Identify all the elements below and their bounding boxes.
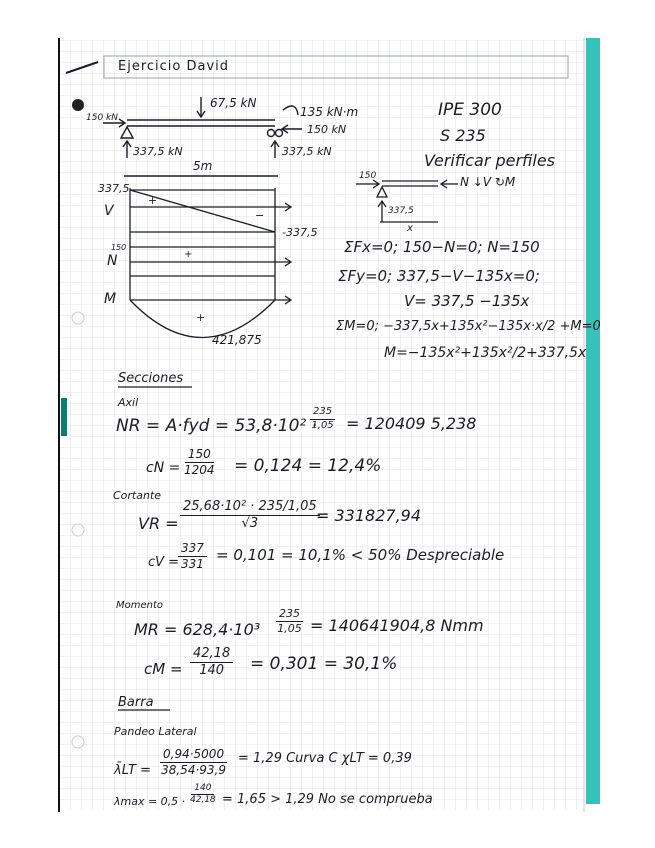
v-bottom-value: -337,5 [282, 226, 318, 239]
moment-label: 135 kN·m [300, 105, 359, 119]
profile-name: IPE 300 [438, 100, 502, 120]
binder-hole [72, 312, 84, 324]
nr-equation: NR = A·fyd = 53,8·10² · [116, 416, 318, 436]
cv-num: 337 [178, 542, 207, 557]
cortante-title: Cortante [113, 489, 162, 502]
vr-result: = 331827,94 [316, 506, 422, 525]
fb-x-label: x [407, 223, 413, 234]
n-value: 150 [111, 243, 127, 252]
fb-internal-labels: N ↓V ↻M [460, 175, 516, 189]
cv-den: 331 [181, 556, 204, 571]
mr-num: 235 [276, 608, 303, 622]
cv-lhs: cV = [148, 555, 180, 570]
binder-hole [72, 524, 84, 536]
momento-title: Momento [116, 600, 164, 611]
eq-sum-fx: ΣFx=0; 150−N=0; N=150 [344, 238, 540, 256]
nr-result: = 120409 5,238 [346, 414, 477, 433]
cv-result: = 0,101 = 10,1% < 50% Despreciable [216, 546, 505, 564]
steel-grade: S 235 [440, 126, 486, 145]
left-reaction-label: 337,5 kN [133, 145, 183, 158]
pandeo-title: Pandeo Lateral [114, 725, 197, 738]
eq-moment: M=−135x²+135x²/2+337,5x [384, 345, 587, 361]
mr-lhs: MR = 628,4·10³ [134, 620, 261, 639]
lambda-max-fraction [190, 784, 216, 806]
binder-hole [72, 736, 84, 748]
mr-den: 1,05 [277, 621, 302, 635]
fb-axial-value: 150 [359, 171, 377, 181]
secciones-heading: Secciones [118, 371, 184, 386]
cm-result: = 0,301 = 30,1% [250, 654, 398, 674]
lambda-num: 0,94·5000 [160, 748, 227, 763]
barra-heading: Barra [118, 695, 154, 710]
cm-fraction [190, 647, 233, 677]
verify-note: Verificar perfiles [424, 151, 556, 170]
m-max-value: 421,875 [212, 333, 262, 347]
nr-fraction [310, 407, 335, 431]
right-axial-label: 150 kN [307, 123, 347, 136]
cn-result: = 0,124 = 12,4% [234, 456, 382, 476]
v-top-value: 337,5 [98, 182, 130, 195]
cn-lhs: cN = [146, 460, 181, 476]
eq-sum-m: ΣM=0; −337,5x+135x²−135x·x/2 +M=0 [336, 319, 601, 334]
mr-fraction [276, 608, 303, 634]
lambda-max-lhs: λmax = 0,5 · [114, 795, 186, 808]
vr-lhs: VR = [138, 514, 179, 533]
vr-fraction [180, 500, 320, 530]
nr-frac-den: 1,05 [311, 419, 334, 431]
cm-lhs: cM = [144, 660, 183, 678]
page-title: Ejercicio David [118, 59, 230, 74]
lambda-fraction [160, 748, 227, 776]
cm-num: 42,18 [190, 647, 233, 663]
cn-num: 150 [185, 448, 214, 463]
cv-fraction [178, 542, 207, 570]
cn-fraction [184, 448, 215, 476]
v-plus: + [148, 194, 158, 207]
lambda-den: 38,54·93,9 [161, 762, 226, 777]
top-load-label: 67,5 kN [210, 96, 257, 110]
eq-sum-fy: ΣFy=0; 337,5−V−135x=0; [338, 267, 540, 285]
cn-den: 1204 [184, 462, 215, 477]
brand-label [61, 398, 67, 436]
n-label: N [107, 253, 118, 269]
vr-num: 25,68·10² · 235/1,05 [180, 500, 320, 516]
index-tab [586, 38, 600, 804]
n-plus: + [184, 249, 193, 260]
binder-hole-top [72, 99, 84, 111]
lambda-max-num: 140 [191, 784, 214, 795]
axil-title: Axil [118, 396, 139, 409]
vr-den: √3 [241, 515, 259, 531]
mr-result: = 140641904,8 Nmm [310, 616, 484, 635]
cm-den: 140 [199, 662, 225, 678]
m-label: M [104, 291, 117, 307]
m-plus: + [196, 311, 206, 324]
nr-frac-num: 235 [310, 407, 335, 420]
lambda-max-den: 42,18 [190, 795, 216, 806]
lambda-lhs: λ̄LT = [114, 763, 152, 778]
lambda-max-result: = 1,65 > 1,29 No se comprueba [222, 792, 433, 807]
v-minus: − [255, 209, 265, 222]
v-label: V [104, 203, 114, 219]
fb-reaction-value: 337,5 [388, 206, 414, 216]
length-label: 5m [193, 159, 213, 173]
right-reaction-label: 337,5 kN [282, 145, 332, 158]
eq-shear: V= 337,5 −135x [404, 292, 530, 310]
left-axial-label: 150 kN [86, 113, 118, 123]
lambda-result: = 1,29 Curva C χLT = 0,39 [238, 751, 412, 766]
